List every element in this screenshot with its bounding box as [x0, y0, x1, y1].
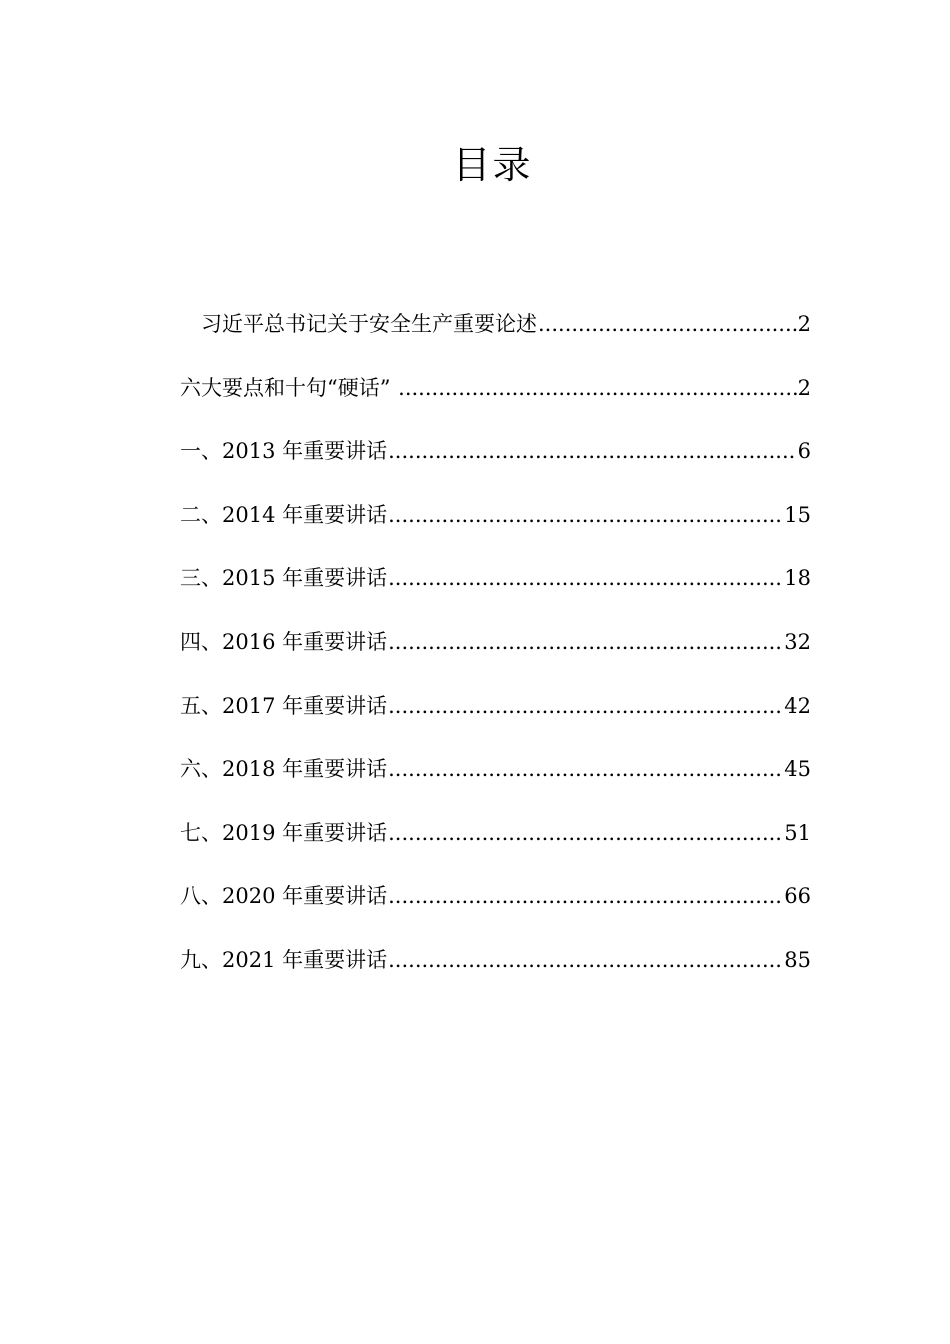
toc-dot-leader	[388, 491, 783, 539]
toc-entry-label: 八、2020 年重要讲话	[180, 884, 388, 909]
toc-dot-leader	[388, 427, 797, 475]
toc-dot-leader	[388, 872, 783, 920]
toc-dot-leader	[398, 364, 796, 412]
toc-entry-page: 6	[797, 439, 811, 464]
toc-dot-leader	[388, 682, 783, 730]
toc-entry-label: 一、2013 年重要讲话	[180, 439, 388, 464]
toc-entry[interactable]	[180, 491, 811, 555]
toc-entry-page: 32	[784, 629, 811, 654]
toc-entry[interactable]	[180, 618, 811, 682]
toc-entry-page: 2	[797, 312, 811, 336]
toc-entry-page: 15	[784, 502, 811, 527]
toc-entry-page: 45	[784, 757, 811, 782]
table-of-contents	[180, 300, 811, 1000]
toc-entry[interactable]	[180, 872, 811, 936]
toc-dot-leader	[388, 745, 783, 793]
toc-title: 目录	[452, 143, 533, 187]
toc-entry-label: 六大要点和十句“硬话”	[180, 375, 398, 400]
toc-dot-leader	[388, 618, 783, 666]
toc-entry-label: 四、2016 年重要讲话	[180, 629, 388, 654]
toc-entry[interactable]	[180, 936, 811, 1000]
toc-entry[interactable]	[180, 364, 811, 428]
toc-entry-label: 三、2015 年重要讲话	[180, 566, 388, 591]
toc-entry-page: 85	[784, 947, 811, 972]
toc-entry-page: 42	[784, 693, 811, 718]
toc-entry-label: 习近平总书记关于安全生产重要论述	[201, 312, 537, 336]
toc-entry-page: 18	[784, 566, 811, 591]
toc-entry[interactable]	[180, 682, 811, 746]
toc-entry[interactable]	[180, 300, 811, 364]
toc-entry[interactable]	[180, 554, 811, 618]
toc-entry[interactable]	[180, 809, 811, 873]
toc-entry-page: 2	[797, 375, 811, 400]
toc-entry-label: 二、2014 年重要讲话	[180, 502, 388, 527]
toc-entry[interactable]	[180, 427, 811, 491]
toc-dot-leader	[388, 936, 783, 984]
toc-entry-label: 九、2021 年重要讲话	[180, 947, 388, 972]
toc-entry-label: 五、2017 年重要讲话	[180, 693, 388, 718]
toc-entry-label: 六、2018 年重要讲话	[180, 757, 388, 782]
toc-entry-page: 66	[784, 884, 811, 909]
toc-entry[interactable]	[180, 745, 811, 809]
toc-entry-page: 51	[784, 820, 811, 845]
toc-dot-leader	[538, 300, 797, 348]
toc-entry-label: 七、2019 年重要讲话	[180, 820, 388, 845]
toc-dot-leader	[388, 554, 783, 602]
toc-dot-leader	[388, 809, 783, 857]
